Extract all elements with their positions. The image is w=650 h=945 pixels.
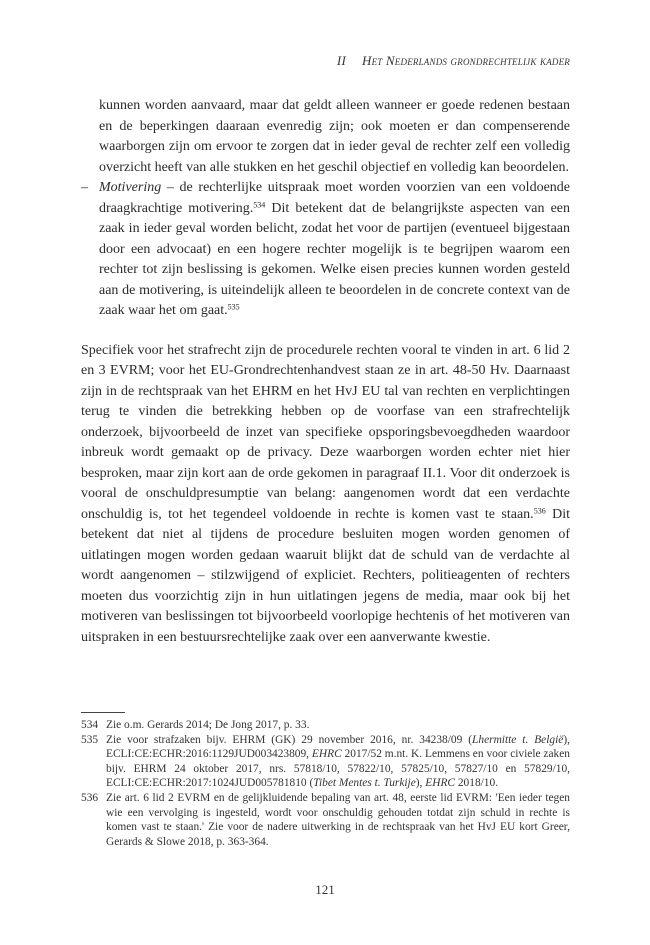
journal-name: EHRC	[311, 748, 342, 761]
footnote-text: Zie art. 6 lid 2 EVRM en de gelijkluidende bepaling van art. 48, eerste lid EVRM: 'Een ieder tegen wie een vervolging is ingesteld, wordt voor onschuldig gehouden totdat zijn schuld in rechte is komen vast te staan.' Zie voor de nadere uitwerking in de rechtspraak van het HvJ EU kort Greer, Gerards & Slowe 2018, p. 363-364.	[106, 791, 570, 848]
footnote-ref-536[interactable]: 536	[533, 506, 546, 516]
footnote-534	[81, 718, 570, 733]
running-header	[337, 53, 570, 69]
footnotes	[81, 718, 570, 849]
paragraph-text-cont: Dit betekent dat niet al tijdens de procedure besluiten mogen worden genomen of uitlatingen mogen worden gedaan waaruit blijkt dat de schuld van de verdachte al wordt aangenomen – stilzwijgend of expliciet. Rechters, politieagenten of rechters moeten dus voorzichtig zijn in hun uitlatingen jegens de media, maar ook bij het motiveren van beslissingen tot bijvoorbeeld voorlopige hechtenis of het motiveren van uitspraken in een bestuursrechtelijke zaak over een aanverwante kwestie.	[81, 506, 571, 645]
footnote-536	[81, 791, 570, 849]
footnote-535	[81, 733, 570, 791]
footnote-number: 534	[81, 719, 99, 731]
chapter-number: II	[336, 53, 346, 68]
list-dash: –	[81, 180, 88, 195]
footnote-divider	[81, 712, 125, 713]
paragraph-text: Specifiek voor het strafrecht zijn de procedurele rechten vooral te vinden in art. 6 lid 2 en 3 EVRM; voor het EU-Grondrechtenhandvest staan ze in art. 48-50 Hv. Daarnaast zijn in de rechtspraak van het EHRM en het HvJ EU tal van rechten en verplichtingen terug te vinden die betrekking hebben op de voorfase van een strafrechtelijk onderzoek, bijvoorbeeld de inzet van specifieke opsporingsbevoegdheden waardoor inbreuk wordt gemaakt op de privacy. Deze waarborgen worden echter niet hier besproken, maar zijn kort aan de orde gekomen in paragraaf II.1. Voor dit onderzoek is vooral de onschuldpresumptie van belang: aangenomen wordt dat een verdachte onschuldig is, tot het tegendeel voldoende in rechte is komen vast te staan.	[81, 342, 570, 522]
footnote-text: ), ECLI:CE:ECHR:2016:1129JUD003423809,	[106, 733, 570, 761]
footnote-text: ),	[415, 777, 426, 790]
list-item-text-cont: Dit betekent dat de belangrijkste aspecten van een zaak in ieder geval worden belicht, zodat het voor de partijen (eventueel bijgestaan door een advocaat) en een hogere rechter mogelijk is te begrijpen waarom een rechter tot zijn beslissing is gekomen. Welke eisen precies kunnen worden gesteld aan de motivering, is uiteindelijk alleen te beoordelen in de concrete context van de zaak waar het om gaat.	[99, 200, 570, 318]
case-name: Lhermitte t. België	[472, 733, 564, 746]
footnote-text: Zie voor strafzaken bijv. EHRM (GK) 29 november 2016, nr. 34238/09 (	[106, 733, 473, 746]
list-item-text: – de rechterlijke uitspraak moet worden voorzien van een voldoende draagkrachtige motivering.	[99, 180, 570, 216]
case-name: Tibet Mentes t. Turkije	[313, 777, 416, 790]
footnote-ref-535[interactable]: 535	[227, 302, 240, 312]
list-continuation: kunnen worden aanvaard, maar dat geldt alleen wanneer er goede redenen bestaan en de beperkingen daaraan evenredig zijn; ook moeten er dan compenserende waarborgen zijn om ervoor te zorgen dat in ieder geval de rechter zelf een volledig overzicht heeft van alle stukken en het geschil objectief en volledig kan beoordelen.	[99, 98, 570, 175]
main-text	[81, 96, 570, 648]
page-number: 121	[315, 882, 335, 897]
footnote-number: 536	[81, 791, 99, 804]
journal-name: EHRC	[425, 777, 456, 790]
list-item-term: Motivering	[99, 180, 162, 195]
footnote-number: 535	[81, 733, 99, 746]
chapter-title: Het Nederlands grondrechtelijk kader	[361, 53, 570, 68]
footnote-text: 2018/10.	[455, 777, 499, 790]
list-item-motivering	[81, 178, 570, 322]
footnote-text: Zie o.m. Gerards 2014; De Jong 2017, p. 33.	[106, 719, 310, 731]
footnote-text: 2017/52 m.nt. K. Lemmens en voor civiele zaken bijv. EHRM 24 oktober 2017, nrs. 57818/10, 57822/10, 57825/10, 57827/10 en 57829/10, ECLI:CE:ECHR:2017:1024JUD005781810 (	[106, 748, 570, 790]
body-paragraph	[81, 341, 570, 649]
footnote-ref-534[interactable]: 534	[253, 200, 266, 210]
